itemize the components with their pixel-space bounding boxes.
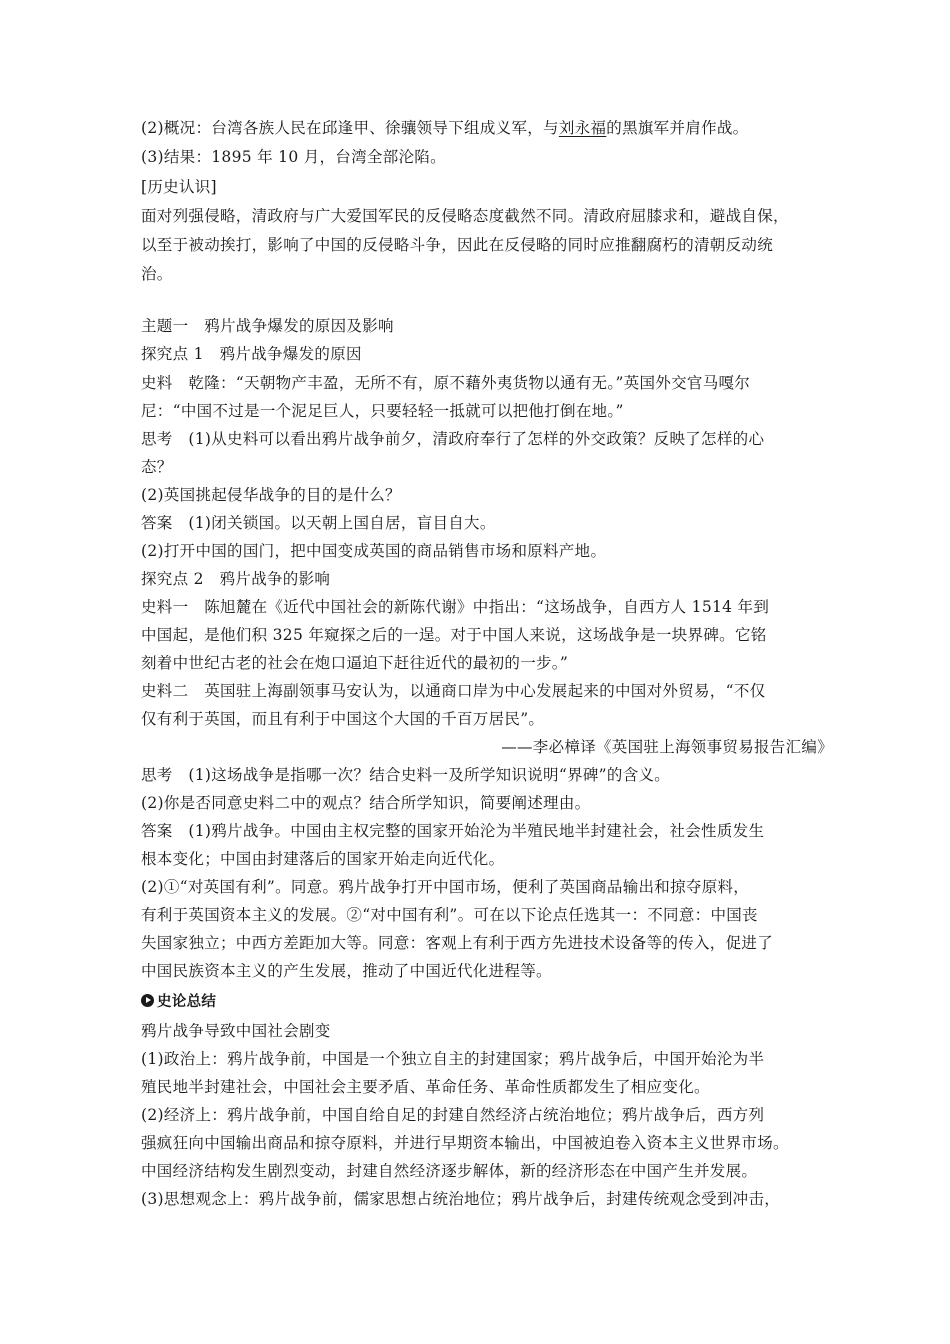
text-line: 中国起，是他们积 325 年窥探之后的一逞。对于中国人来说，这场战争是一块界碑。它铭 xyxy=(141,626,767,644)
text-line: 史料 乾隆：“天朝物产丰盈，无所不有，原不藉外夷货物以通有无。”英国外交官马嘎尔 xyxy=(141,374,751,392)
text-line: 中国民族资本主义的产生发展，推动了中国近代化进程等。 xyxy=(141,962,552,980)
text-line: 面对列强侵略，清政府与广大爱国军民的反侵略态度截然不同。清政府屈膝求和，避战自保， xyxy=(141,207,789,225)
text-line: 思考 (1)这场战争是指哪一次？结合史料一及所学知识说明“界碑”的含义。 xyxy=(141,766,671,784)
text-line: 根本变化；中国由封建落后的国家开始走向近代化。 xyxy=(141,850,505,868)
text-line: 有利于英国资本主义的发展。②“对中国有利”。可在以下论点任选其一：不同意：中国丧 xyxy=(141,906,758,924)
text-line: (2)英国挑起侵华战争的目的是什么？ xyxy=(141,486,401,504)
text-line: (3)思想观念上：鸦片战争前，儒家思想占统治地位；鸦片战争后，封建传统观念受到冲击， xyxy=(141,1190,781,1208)
section-label: [历史认识] xyxy=(141,178,217,196)
text-line: 治。 xyxy=(141,265,173,283)
text-line: (3)结果：1895 年 10 月，台湾全部沦陷。 xyxy=(141,148,446,166)
underlined-name: 刘永福 xyxy=(558,119,607,137)
text-line: (2)打开中国的国门，把中国变成英国的商品销售市场和原料产地。 xyxy=(141,542,607,560)
citation: ——李必樟译《英国驻上海领事贸易报告汇编》 xyxy=(501,738,833,756)
text-line: 刻着中世纪古老的社会在炮口逼迫下赶往近代的最初的一步。” xyxy=(141,654,569,672)
text-line: 仅有利于英国，而且有利于中国这个大国的千百万居民”。 xyxy=(141,710,545,728)
play-circle-icon xyxy=(141,994,154,1007)
text-line: 答案 (1)鸦片战争。中国由主权完整的国家开始沦为半殖民地半封建社会，社会性质发生 xyxy=(141,822,765,840)
text-line: 思考 (1)从史料可以看出鸦片战争前夕，清政府奉行了怎样的外交政策？反映了怎样的心 xyxy=(141,430,765,448)
text-line: (2)你是否同意史料二中的观点？结合所学知识，简要阐述理由。 xyxy=(141,794,591,812)
text-line: 强疯狂向中国输出商品和掠夺原料，并进行早期资本输出，中国被迫卷入资本主义世界市场。 xyxy=(141,1134,789,1152)
sub-heading: 探究点 2 鸦片战争的影响 xyxy=(141,570,331,588)
text-line: 答案 (1)闭关锁国。以天朝上国自居，盲目自大。 xyxy=(141,514,496,532)
text-line: (2)①“对英国有利”。同意。鸦片战争打开中国市场，便利了英国商品输出和掠夺原料， xyxy=(141,878,750,896)
text-line: 殖民地半封建社会，中国社会主要矛盾、革命任务、革命性质都发生了相应变化。 xyxy=(141,1078,710,1096)
text-line: 史料一 陈旭麓在《近代中国社会的新陈代谢》中指出：“这场战争，自西方人 1514 年到 xyxy=(141,598,770,616)
sub-heading: 探究点 1 鸦片战争爆发的原因 xyxy=(141,345,362,363)
text-line: 鸦片战争导致中国社会剧变 xyxy=(141,1022,331,1040)
text-line: 失国家独立；中西方差距加大等。同意：客观上有利于西方先进技术设备等的传入，促进了 xyxy=(141,934,774,952)
summary-heading: 史论总结 xyxy=(141,992,821,1012)
topic-heading: 主题一 鸦片战争爆发的原因及影响 xyxy=(141,317,394,335)
text-line: (1)政治上：鸦片战争前，中国是一个独立自主的封建国家；鸦片战争后，中国开始沦为半 xyxy=(141,1050,765,1068)
text-line: 史料二 英国驻上海副领事马安认为，以通商口岸为中心发展起来的中国对外贸易，“不仅 xyxy=(141,682,766,700)
text-line: 以至于被动挨打，影响了中国的反侵略斗争，因此在反侵略的同时应推翻腐朽的清朝反动统 xyxy=(141,236,774,254)
text-line: (2)经济上：鸦片战争前，中国自给自足的封建自然经济占统治地位；鸦片战争后，西方列 xyxy=(141,1106,765,1124)
text-line: 尼：“中国不过是一个泥足巨人，只要轻轻一抵就可以把他打倒在地。” xyxy=(141,402,624,420)
text-line: 中国经济结构发生剧烈变动，封建自然经济逐步解体，新的经济形态在中国产生并发展。 xyxy=(141,1162,758,1180)
text-line: (2)概况：台湾各族人民在邱逢甲、徐骧领导下组成义军，与刘永福的黑旗军并肩作战。 xyxy=(141,119,749,137)
text-line: 态？ xyxy=(141,458,173,476)
